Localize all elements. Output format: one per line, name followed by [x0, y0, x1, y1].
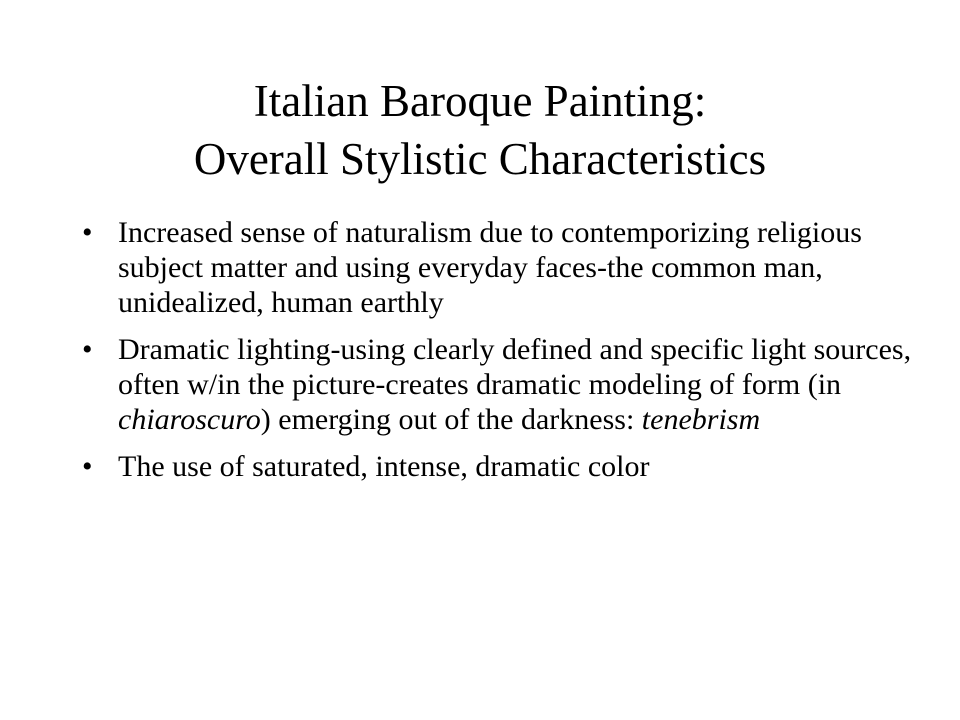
bullet-text [118, 333, 911, 436]
bullet-naturalism [82, 215, 912, 320]
bullet-text: Increased sense of naturalism due to contemporizing religious subject matter and using everyday faces-the common man, unidealized, human earthly [118, 216, 862, 319]
bullet-text: The use of saturated, intense, dramatic color [118, 450, 650, 483]
slide-title [60, 72, 900, 188]
bullet-text-part-2: ) emerging out of the darkness: [260, 403, 642, 436]
bullet-color [82, 449, 912, 484]
bullet-list [82, 215, 912, 496]
bullet-icon: • [82, 333, 93, 366]
bullet-text-part-1: Dramatic lighting-using clearly defined and specific light sources, often w/in the picture-creates dramatic modeling of form (in [118, 333, 912, 401]
bullet-icon: • [82, 450, 93, 483]
bullet-icon: • [82, 216, 93, 249]
bullet-lighting [82, 332, 912, 437]
title-line-1: Italian Baroque Painting: [253, 76, 707, 126]
bullet-term-tenebrism: tenebrism [641, 403, 761, 436]
bullet-term-chiaroscuro: chiaroscuro [118, 403, 261, 436]
title-line-2: Overall Stylistic Characteristics [193, 134, 767, 184]
